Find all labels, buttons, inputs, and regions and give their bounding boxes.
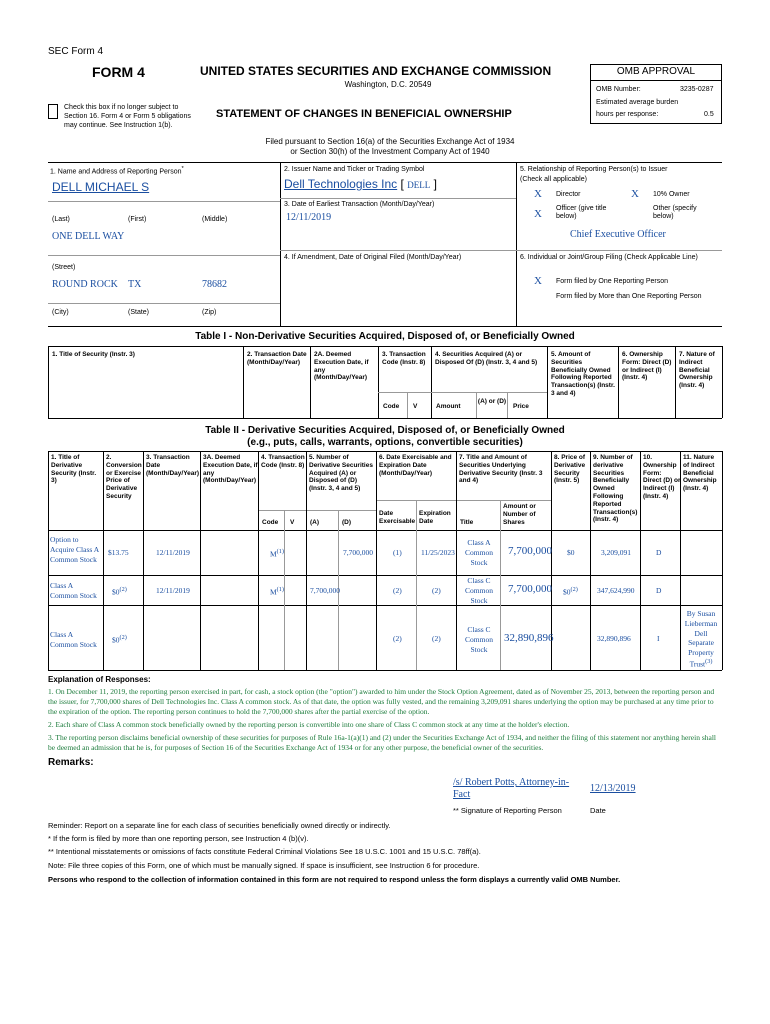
t2-title: Title — [460, 519, 474, 526]
table-row-0-code: $M^{(1)}$ — [270, 548, 284, 559]
filing-one-label: Form filed by One Reporting Person — [556, 278, 669, 285]
t2-h8: 8. Price of Derivative Security (Instr. 5) — [554, 454, 586, 485]
footer-omb: Persons who respond to the collection of information contained in this form are not required to respond unless the form displays a currently valid OMB Number. — [48, 875, 621, 884]
omb-number-label: OMB Number: — [596, 86, 641, 93]
box2-label: 2. Issuer Name and Ticker or Trading Symbol — [284, 166, 425, 173]
table-row-1-date: 12/11/2019 — [156, 586, 190, 595]
zip-value: 78682 — [202, 279, 227, 290]
t1-h3: 3. Transaction Code (Instr. 8) — [382, 351, 426, 366]
table-row-1-form: D — [656, 586, 662, 595]
table-row-2-form: I — [657, 634, 660, 643]
omb-number: 3235-0287 — [680, 86, 714, 93]
sec-form-label: SEC Form 4 — [48, 46, 104, 57]
table-row-1-exp: (2) — [432, 586, 441, 595]
t2-h9: 9. Number of derivative Securities Beneficially Owned Following Reported Transaction(s) (Instr. 4) — [593, 454, 638, 524]
t2-h5: 5. Number of Derivative Securities Acquired (A) or Disposed of (D) (Instr. 3, 4 and 5) — [309, 454, 373, 493]
table-row-0-price: $13.75 — [108, 548, 129, 557]
city-value: ROUND ROCK — [52, 279, 118, 290]
omb-hours-label: hours per response: — [596, 111, 659, 118]
commission-location: Washington, D.C. 20549 — [344, 80, 432, 89]
table-row-1-p8: $0$^{(2)}$ — [563, 586, 578, 597]
t2-d: (D) — [342, 519, 352, 526]
street-label: (Street) — [52, 264, 76, 271]
signature-date: 12/13/2019 — [590, 783, 636, 794]
table2-subtitle: (e.g., puts, calls, warrants, options, convertible securities) — [247, 437, 523, 448]
signature-label: ** Signature of Reporting Person — [453, 806, 562, 815]
t2-a: (A) — [310, 519, 320, 526]
table-row-1-code: $M^{(1)}$ — [270, 586, 284, 597]
state-label: (State) — [128, 309, 150, 316]
officer-x[interactable]: X — [534, 208, 542, 220]
table-row-1-amount: 7,700,000 — [508, 583, 552, 595]
t2-h10: 10. Ownership Form: Direct (D) or Indirect (I) (Instr. 4) — [643, 454, 681, 500]
officer-title: Chief Executive Officer — [570, 229, 666, 240]
table-row-2-amount: 32,890,896 — [504, 632, 554, 644]
omb-burden-label: Estimated average burden — [596, 99, 679, 106]
box1-label: 1. Name and Address of Reporting Person* — [50, 166, 184, 176]
footer-misstatements: ** Intentional misstatements or omissions of facts constitute Federal Criminal Violations See 18 U.S.C. 1001 and 15 U.S.C. 78ff(a). — [48, 847, 481, 856]
filed-section: or Section 30(h) of the Investment Company Act of 1940 — [290, 147, 490, 156]
explanation-title: Explanation of Responses: — [48, 675, 151, 684]
filing-more-label: Form filed by More than One Reporting Person — [556, 293, 702, 300]
last-label: (Last) — [52, 216, 70, 223]
t2-date-ex: Date Exercisable — [379, 510, 416, 525]
t1-amount: Amount — [436, 403, 461, 410]
table-row-2-dex: (2) — [393, 634, 402, 643]
table-row-2-utitle: Class C Common Stock — [465, 625, 493, 654]
table-row-1-a: 7,700,000 — [310, 586, 340, 595]
t2-h11: 11. Nature of Indirect Beneficial Ownership (Instr. 4) — [683, 454, 717, 493]
t2-code: Code — [262, 519, 279, 526]
table-row-0-date: 12/11/2019 — [156, 548, 190, 557]
reporting-person-name[interactable]: DELL MICHAEL S — [52, 180, 150, 194]
box3-label: 3. Date of Earliest Transaction (Month/Day/Year) — [284, 201, 435, 208]
table-row-0-exp: 11/25/2023 — [421, 548, 455, 557]
table-row-2-nature: By Susan Lieberman Dell Separate Property Trust$^{(3)}$ — [684, 609, 718, 669]
table-row-0-title: Option to Acquire Class A Common Stock — [50, 535, 99, 564]
table-row-0-owned: 3,209,091 — [601, 548, 631, 557]
filing-one-x[interactable]: X — [534, 275, 542, 287]
footnote-1: 1. On December 11, 2019, the reporting person exercised in part, for cash, a stock option (the "option") awarded to him under the Stock Option Agreement, dated as of November 25, 2013, between the reporting person and the issuer, for 7,700,000 shares of Dell Technologies Inc. Class A common stock. As of that date, the option was fully vested, and the remaining 3,209,091 shares underlying the option may be purchased at any time prior to the expiration of the option. The reporting person continues to hold the 7,700,000 shares after the partial exercise of the option. — [48, 687, 715, 716]
omb-title: OMB APPROVAL — [591, 66, 721, 81]
table-row-1-title: Class A Common Stock — [50, 581, 97, 600]
zip-label: (Zip) — [202, 309, 217, 316]
t1-code: Code — [383, 403, 400, 410]
box5-sublabel: (Check all applicable) — [520, 176, 587, 183]
owner-x[interactable]: X — [631, 188, 639, 200]
earliest-transaction-date: 12/11/2019 — [286, 212, 332, 223]
city-label: (City) — [52, 309, 69, 316]
section16-checkbox[interactable] — [48, 104, 58, 119]
street-value: ONE DELL WAY — [52, 231, 125, 242]
table-row-0-amount: 7,700,000 — [508, 545, 552, 557]
t1-h2: 2. Transaction Date (Month/Day/Year) — [247, 351, 307, 366]
t1-h7: 7. Nature of Indirect Beneficial Ownership (Instr. 4) — [679, 351, 715, 390]
t2-amount: Amount or Number of Shares — [503, 503, 536, 526]
table-row-2-exp: (2) — [432, 634, 441, 643]
table-row-2-owned: 32,890,896 — [597, 634, 631, 643]
t1-h1: 1. Title of Security (Instr. 3) — [52, 351, 135, 358]
table-row-1-price: $0$^{(2)}$ — [112, 586, 127, 597]
table-row-0-dex: (1) — [393, 548, 402, 557]
table-row-2-title: Class A Common Stock — [50, 630, 97, 649]
t2-h2: 2. Conversion or Exercise Price of Derivative Security — [106, 454, 142, 500]
t1-h2a: 2A. Deemed Execution Date, if any (Month/Day/Year) — [314, 351, 369, 382]
box6-label: 6. Individual or Joint/Group Filing (Check Applicable Line) — [520, 254, 698, 261]
commission-title: UNITED STATES SECURITIES AND EXCHANGE COMMISSION — [200, 64, 552, 78]
statement-title: STATEMENT OF CHANGES IN BENEFICIAL OWNERSHIP — [216, 108, 512, 120]
footer-reminder: Reminder: Report on a separate line for each class of securities beneficially owned directly or indirectly. — [48, 821, 391, 830]
remarks-title: Remarks: — [48, 757, 94, 768]
t2-h3: 3. Transaction Date (Month/Day/Year) — [146, 454, 200, 477]
t2-h4: 4. Transaction Code (Instr. 8) — [261, 454, 305, 469]
table-row-1-dex: (2) — [393, 586, 402, 595]
table-row-0-form: D — [656, 548, 662, 557]
t2-h7: 7. Title and Amount of Securities Underlying Derivative Security (Instr. 3 and 4) — [459, 454, 543, 485]
t1-price: Price — [513, 403, 529, 410]
table-row-2-price: $0$^{(2)}$ — [112, 634, 127, 645]
table1-title: Table I - Non-Derivative Securities Acquired, Disposed of, or Beneficially Owned — [195, 331, 575, 342]
table-row-0-utitle: Class A Common Stock — [465, 538, 493, 567]
t2-v: V — [290, 519, 295, 526]
table-row-1-owned: 347,624,990 — [597, 586, 635, 595]
table-row-0-p8: $0 — [567, 548, 575, 557]
issuer-name[interactable]: Dell Technologies Inc — [284, 177, 398, 191]
box5-label: 5. Relationship of Reporting Person(s) to Issuer — [520, 166, 668, 173]
t2-h1: 1. Title of Derivative Security (Instr. 3) — [51, 454, 97, 485]
t1-aord: (A) or (D) — [477, 398, 507, 405]
footnote-2: 2. Each share of Class A common stock beneficially owned by the reporting person is convertible into one share of Class C common stock at any time at the holder's election. — [48, 720, 570, 729]
middle-label: (Middle) — [202, 216, 228, 223]
t1-h6: 6. Ownership Form: Direct (D) or Indirect (I) (Instr. 4) — [622, 351, 672, 382]
issuer-line: Dell Technologies Inc [ DELL ] — [284, 177, 437, 191]
checkbox-text: Check this box if no longer subject to Section 16. Form 4 or Form 5 obligations may continue. See Instruction 1(b). — [64, 104, 191, 129]
t2-exp: Expiration Date — [419, 510, 451, 525]
officer-label: Officer (give title below) — [556, 205, 607, 221]
box4-label: 4. If Amendment, Date of Original Filed (Month/Day/Year) — [284, 254, 462, 261]
table-row-0-d: 7,700,000 — [343, 548, 373, 557]
signature: /s/ Robert Potts, Attorney-in-Fact — [453, 777, 570, 800]
t1-h5: 5. Amount of Securities Beneficially Owned Following Reported Transaction(s) (Instr. 3 and 4) — [551, 351, 615, 397]
ticker[interactable]: DELL — [407, 180, 431, 190]
footer-note: Note: File three copies of this Form, one of which must be manually signed. If space is insufficient, see Instruction 6 for procedure. — [48, 861, 480, 870]
table2-title: Table II - Derivative Securities Acquired, Disposed of, or Beneficially Owned — [205, 425, 565, 436]
date-label: Date — [590, 806, 606, 815]
filed-pursuant: Filed pursuant to Section 16(a) of the Securities Exchange Act of 1934 — [265, 137, 515, 146]
footer-instruction: * If the form is filed by more than one reporting person, see Instruction 4 (b)(v). — [48, 834, 309, 843]
table-row-1-utitle: Class C Common Stock — [465, 576, 493, 605]
director-label: Director — [556, 191, 581, 198]
director-x[interactable]: X — [534, 188, 542, 200]
omb-hours: 0.5 — [704, 111, 714, 118]
first-label: (First) — [128, 216, 147, 223]
t2-h3a: 3A. Deemed Execution Date, if any (Month/Day/Year) — [203, 454, 258, 485]
state-value: TX — [128, 279, 142, 290]
footnote-3: 3. The reporting person disclaims beneficial ownership of these securities for purposes of Rule 16a-1(a)(1) and (2) under the Securities Exchange Act of 1934, and neither the filing of this statement nor anything herein shall be deemed an admission that he is, for purposes of Section 16 of the Securities Exchange Act of 1934 or for any other purpose, the beneficial owner of the securities. — [48, 733, 717, 752]
t1-v: V — [413, 403, 418, 410]
other-label: Other (specify below) — [653, 205, 697, 221]
t2-h6: 6. Date Exercisable and Expiration Date (Month/Day/Year) — [379, 454, 452, 477]
form-number: FORM 4 — [92, 64, 145, 80]
owner-label: 10% Owner — [653, 191, 690, 198]
t1-h4: 4. Securities Acquired (A) or Disposed Of (D) (Instr. 3, 4 and 5) — [435, 351, 538, 366]
